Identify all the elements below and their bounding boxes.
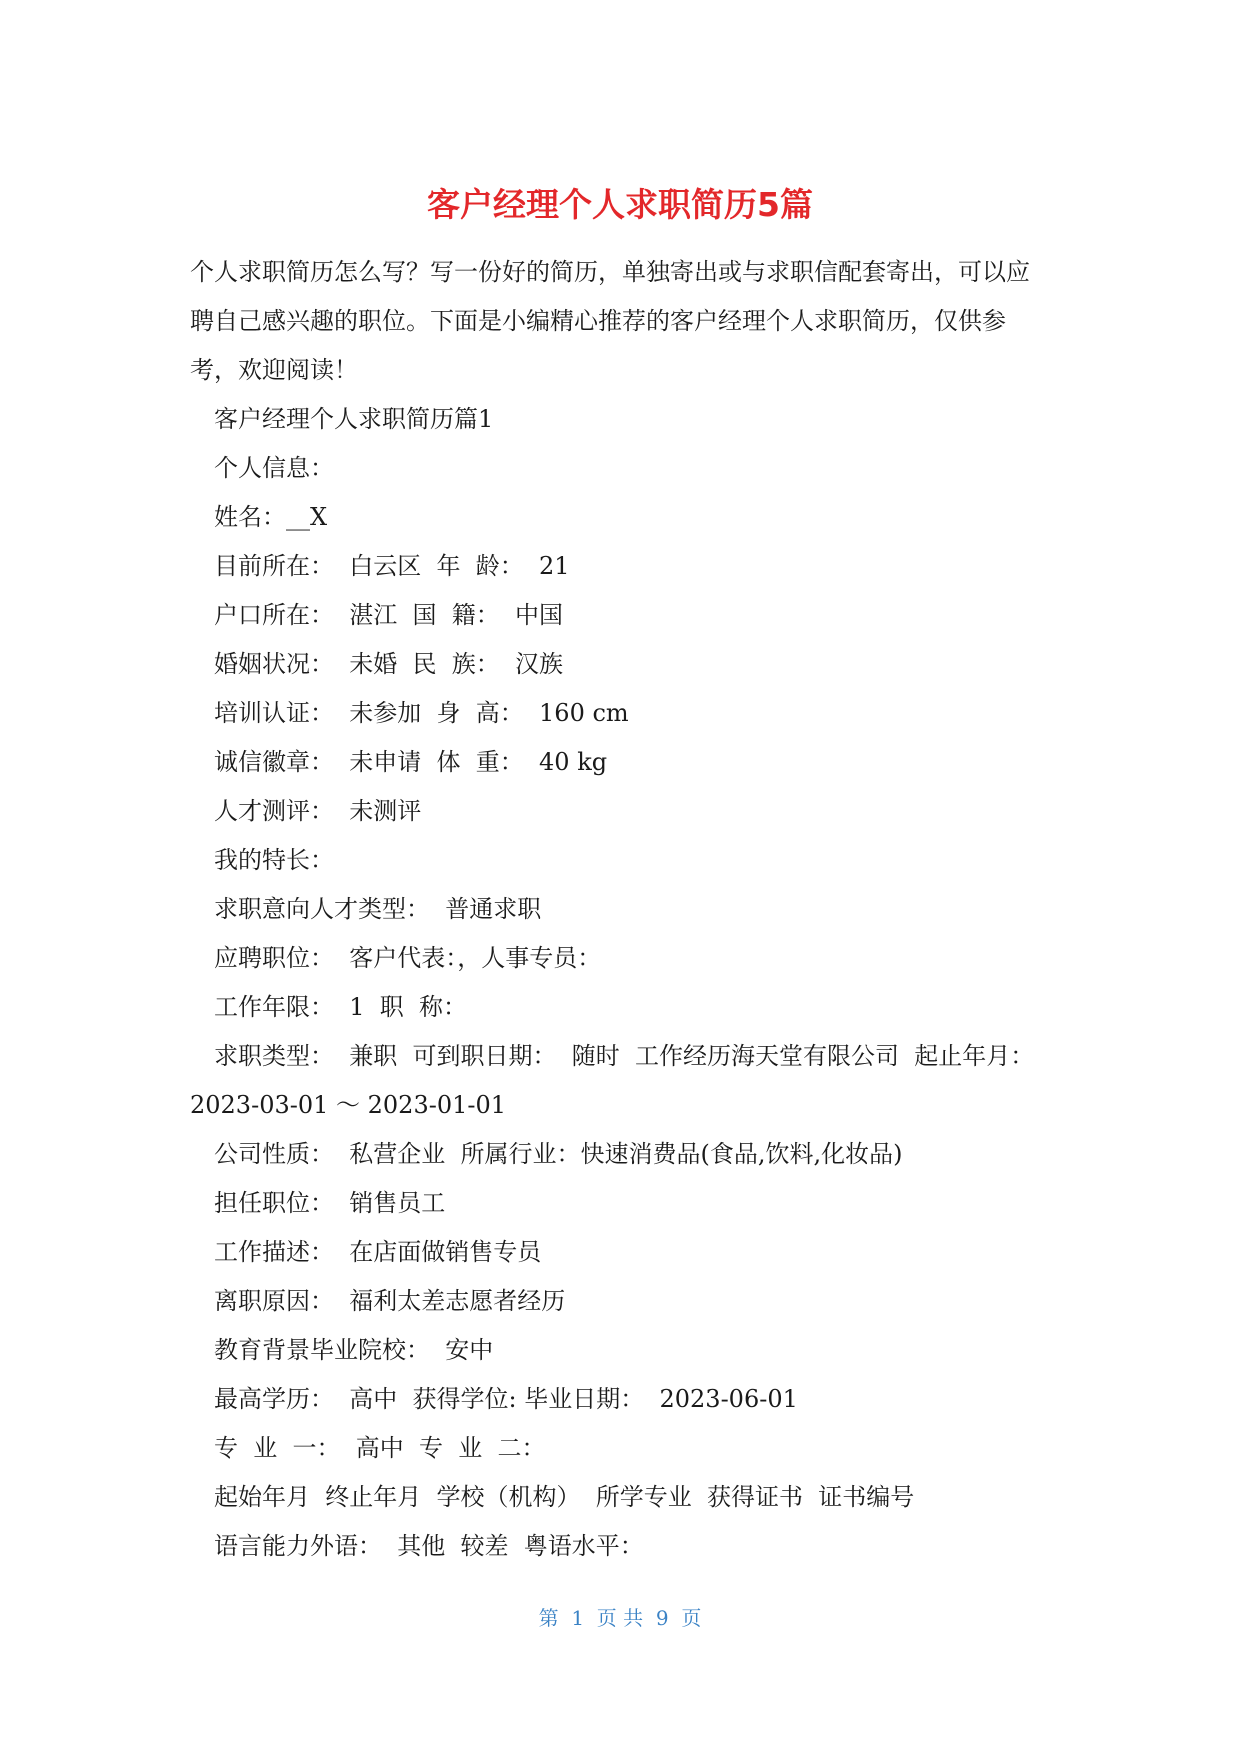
job-description-line: 工作描述： 在店面做销售专员: [214, 1238, 542, 1266]
location-age-line: 目前所在： 白云区 年 龄： 21: [214, 552, 570, 580]
leaving-reason-line: 离职原因： 福利太差志愿者经历: [214, 1287, 566, 1315]
document-title: 客户经理个人求职简历5篇: [427, 185, 813, 224]
training-height-line: 培训认证： 未参加 身 高： 160 cm: [214, 699, 629, 727]
work-years-line: 工作年限： 1 职 称：: [214, 993, 468, 1021]
highest-degree-line: 最高学历： 高中 获得学位: 毕业日期： 2023-06-01: [214, 1385, 798, 1413]
company-nature-line: 公司性质： 私营企业 所属行业：快速消费品(食品,饮料,化妆品): [214, 1140, 903, 1168]
marital-ethnicity-line: 婚姻状况： 未婚 民 族： 汉族: [214, 650, 564, 678]
document-body: [190, 248, 1050, 1571]
personal-info-label: 个人信息：: [214, 454, 334, 482]
applied-position-line: 应聘职位： 客户代表：，人事专员：: [214, 944, 602, 972]
job-type-experience-line: 求职类型： 兼职 可到职日期： 随时 工作经历海天堂有限公司 起止年月：2023-03-01 ～ 2023-01-01: [190, 1042, 1035, 1119]
education-table-header: 起始年月 终止年月 学校（机构） 所学专业 获得证书 证书编号: [214, 1483, 915, 1511]
badge-weight-line: 诚信徽章： 未申请 体 重： 40 kg: [214, 748, 608, 776]
major-line: 专 业 一： 高中 专 业 二：: [214, 1434, 546, 1462]
specialty-label: 我的特长：: [214, 846, 334, 874]
section-heading: 客户经理个人求职简历篇1: [214, 405, 494, 433]
hukou-nationality-line: 户口所在： 湛江 国 籍： 中国: [214, 601, 564, 629]
job-intention-line: 求职意向人才类型： 普通求职: [214, 895, 542, 923]
page-footer: 第 1 页 共 9 页: [538, 1606, 702, 1630]
language-ability-line: 语言能力外语： 其他 较差 粤语水平：: [214, 1532, 644, 1560]
talent-assessment-line: 人才测评： 未测评: [214, 797, 422, 825]
position-held-line: 担任职位： 销售员工: [214, 1189, 446, 1217]
education-school-line: 教育背景毕业院校： 安中: [214, 1336, 494, 1364]
name-line: 姓名：__X: [214, 503, 328, 531]
intro-paragraph: 个人求职简历怎么写？写一份好的简历，单独寄出或与求职信配套寄出，可以应聘自己感兴趣的职位。下面是小编精心推荐的客户经理个人求职简历，仅供参考，欢迎阅读！: [190, 258, 1030, 384]
